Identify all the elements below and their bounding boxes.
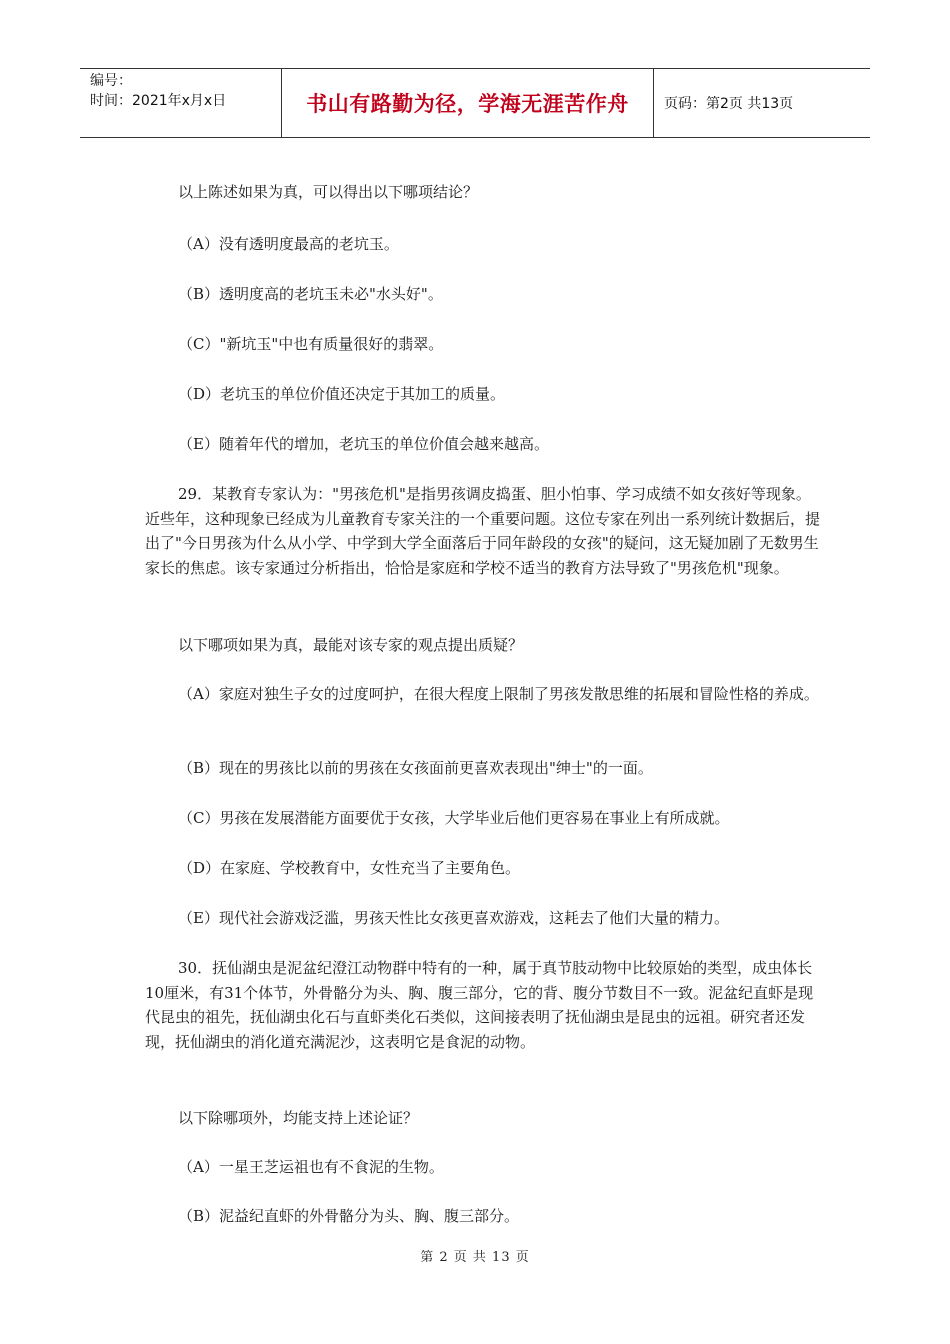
question-30-stem: 以下除哪项外，均能支持上述论证？ xyxy=(178,1109,419,1127)
page-footer: 第 2 页 共 13 页 xyxy=(420,1250,530,1265)
page-header xyxy=(80,68,870,138)
option-b: （B）透明度高的老坑玉未必"水头好"。 xyxy=(178,285,443,303)
date-label: 时间：2021年x月x日 xyxy=(90,93,227,109)
question-29-text: 29．某教育专家认为："男孩危机"是指男孩调皮捣蛋、胆小怕事、学习成绩不如女孩好等现象。近些年，这种现象已经成为儿童教育专家关注的一个重要问题。这位专家在列出一系列统计数据后，提出了"今日男孩为什么从小学、中学到大学全面落后于同年龄段的女孩"的疑问，这无疑加剧了无数男生家长的焦虑。该专家通过分析指出，恰恰是家庭和学校不适当的教育方法导致了"男孩危机"现象。 xyxy=(145,485,821,577)
option-c: （C）"新坑玉"中也有质量很好的翡翠。 xyxy=(178,335,444,353)
q29-option-b: （B）现在的男孩比以前的男孩在女孩面前更喜欢表现出"绅士"的一面。 xyxy=(178,759,653,777)
header-page-info: 页码：第2页 共13页 xyxy=(664,96,794,112)
q29-option-e: （E）现代社会游戏泛滥，男孩天性比女孩更喜欢游戏，这耗去了他们大量的精力。 xyxy=(178,909,729,927)
option-d: （D）老坑玉的单位价值还决定于其加工的质量。 xyxy=(178,385,506,403)
q30-option-b: （B）泥益纪直虾的外骨骼分为头、胸、腹三部分。 xyxy=(178,1207,520,1225)
q30-option-a: （A）一星王芝运祖也有不食泥的生物。 xyxy=(178,1158,444,1176)
header-motto: 书山有路勤为径，学海无涯苦作舟 xyxy=(281,69,654,137)
option-e: （E）随着年代的增加，老坑玉的单位价值会越来越高。 xyxy=(178,435,549,453)
q29-option-c: （C）男孩在发展潜能方面要优于女孩，大学毕业后他们更容易在事业上有所成就。 xyxy=(178,809,730,827)
header-meta xyxy=(80,69,281,137)
q29-option-d: （D）在家庭、学校教育中，女性充当了主要角色。 xyxy=(178,859,521,877)
option-a: （A）没有透明度最高的老坑玉。 xyxy=(178,235,399,253)
question-29-stem: 以下哪项如果为真，最能对该专家的观点提出质疑？ xyxy=(178,636,524,654)
question-stem: 以上陈述如果为真，可以得出以下哪项结论？ xyxy=(178,183,479,201)
question-30-text: 30．抚仙湖虫是泥盆纪澄江动物群中特有的一种，属于真节肢动物中比较原始的类型，成虫体长10厘米，有31个体节，外骨骼分为头、胸、腹三部分，它的背、腹分节数目不一致。泥盆纪直虾是现代昆虫的祖先，抚仙湖虫化石与直虾类化石类似，这间接表明了抚仙湖虫是昆虫的远祖。研究者还发现，抚仙湖虫的消化道充满泥沙，这表明它是食泥的动物。 xyxy=(145,959,814,1051)
q29-option-a: （A）家庭对独生子女的过度呵护，在很大程度上限制了男孩发散思维的拓展和冒险性格的养成。 xyxy=(178,685,819,703)
number-label: 编号： xyxy=(90,73,132,89)
